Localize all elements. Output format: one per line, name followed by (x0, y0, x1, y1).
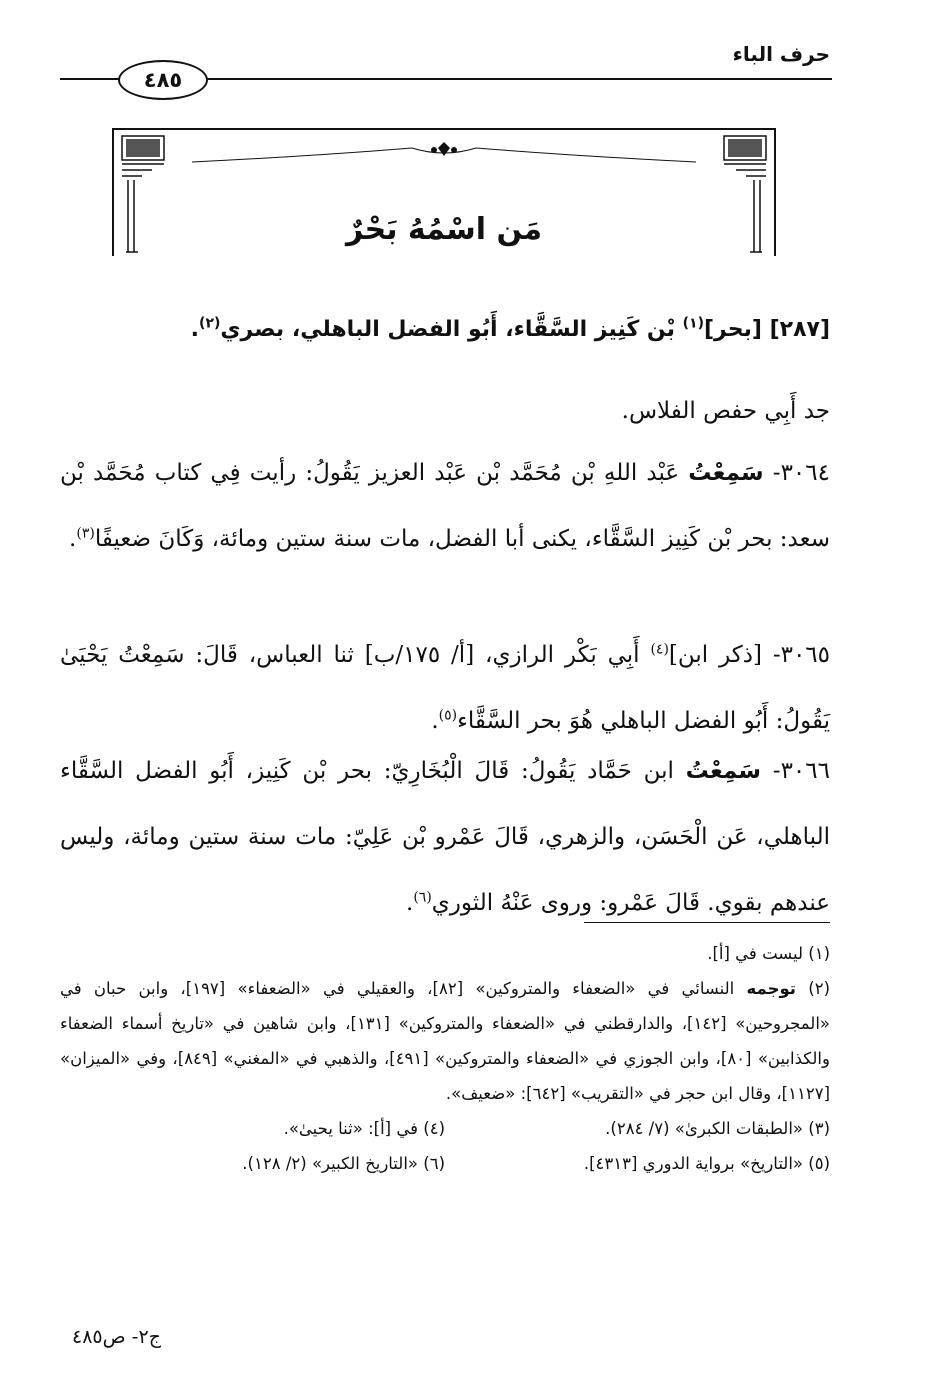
footnote-ref-1: (١) (682, 315, 704, 332)
footnote-2 (60, 971, 830, 1111)
footnote-ref-2: (٢) (199, 315, 221, 332)
paragraph-end: . (406, 890, 414, 916)
entry-end: . (190, 317, 200, 342)
footnote-5: (٥) «التاريخ» برواية الدوري [٤٣١٣]. (583, 1154, 830, 1173)
chapter-title-frame (112, 128, 776, 256)
footnote-6: (٦) «التاريخ الكبير» (٢/ ١٢٨). (242, 1154, 445, 1173)
page-reference: ج٢- ص٤٨٥ (72, 1326, 161, 1348)
paragraph-text: ابن حَمَّاد يَقُولُ: قَالَ الْبُخَارِيّ: بحر بْن كَنِيز، أَبُو الفضل السَّقَّاء الباهلي، عَن الْحَسَن، والزهري، قَالَ عَمْرو بْن عَلِيّ: مات سنة ستين ومائة، وليس عندهم بقوي. قَالَ عَمْرو: وروى عَنْهُ الثوري (60, 758, 830, 916)
paragraph-text-b: أَبِي بَكْر الرازي، [أ/ ١٧٥/ب] ثنا العباس، قَالَ: سَمِعْتُ يَحْيَىٰ يَقُولُ: أَبُو الفضل الباهلي هُوَ بحر السَّقَّاء (60, 642, 830, 734)
running-header: حرف الباء (732, 42, 830, 66)
footnote-rule (584, 922, 830, 923)
entry-subline: جد أَبِي حفص الفلاس. (621, 398, 830, 424)
paragraph-number: ٣٠٦٦- (772, 758, 830, 784)
footnote-2-number: (٢) (796, 979, 831, 998)
footnote-ref-4: (٤) (650, 641, 669, 658)
footnote-2-lead: توجمه (746, 979, 796, 998)
footnote-ref-6: (٦) (413, 889, 432, 906)
paragraph-end: . (431, 708, 439, 734)
footnote-row (60, 1111, 830, 1146)
paragraph-3066 (60, 738, 830, 936)
paragraph-text: عَبْد اللهِ بْن مُحَمَّد بْن عَبْد العزيز يَقُولُ: رأيت فِي كتاب مُحَمَّد بْن سعد: بحر بْن كَنِيز السَّقَّاء، يكنى أبا الفضل، مات سنة ستين ومائة، وَكَانَ ضعيفًا (60, 460, 830, 552)
entry-name-part1: [بحر] (703, 317, 762, 342)
footnote-ref-3: (٣) (76, 525, 95, 542)
paragraph-number: ٣٠٦٥- (772, 642, 831, 668)
paragraph-text-a: [ذكر ابن] (668, 642, 773, 668)
footnote-3: (٣) «الطبقات الكبرىٰ» (٧/ ٢٨٤). (605, 1119, 830, 1138)
entry-number: [٢٨٧] (769, 317, 830, 342)
paragraph-3064 (60, 440, 830, 572)
footnote-4: (٤) في [أ]: «ثنا يحيىٰ». (283, 1119, 445, 1138)
page-number: ٤٨٥ (118, 60, 208, 100)
footnote-ref-5: (٥) (438, 707, 458, 724)
footnotes (60, 936, 830, 1181)
paragraph-3065 (60, 622, 830, 754)
footnote-2-text: النسائي في «الضعفاء والمتروكين» [٨٢]، والعقيلي في «الضعفاء» [١٩٧]، وابن حبان في «المجروحين» [١٤٢]، والدارقطني في «الضعفاء والمتروكين» [١٣١]، وابن شاهين في «تاريخ أسماء الضعفاء والكذابين» [٨٠]، وابن الجوزي في «الضعفاء والمتروكين» [٤٩١]، والذهبي في «المغني» [٨٤٩]، وفي «الميزان» [١١٢٧]، وقال ابن حجر في «التقريب» [٦٤٢]: «ضعيف». (60, 979, 830, 1103)
paragraph-number: ٣٠٦٤- (772, 460, 830, 486)
entry-heading (60, 310, 830, 350)
paragraph-end: . (69, 526, 77, 552)
chapter-title: مَن اسْمُهُ بَحْرٌ (345, 212, 543, 247)
paragraph-lead: سَمِعْتُ (688, 460, 764, 486)
entry-name-part2: بْن كَنِيز السَّقَّاء، أَبُو الفضل الباهلي، بصري (220, 317, 683, 342)
footnote-1: (١) ليست في [أ]. (707, 944, 830, 963)
footnote-row (60, 1146, 830, 1181)
paragraph-lead: سَمِعْتُ (685, 758, 762, 784)
